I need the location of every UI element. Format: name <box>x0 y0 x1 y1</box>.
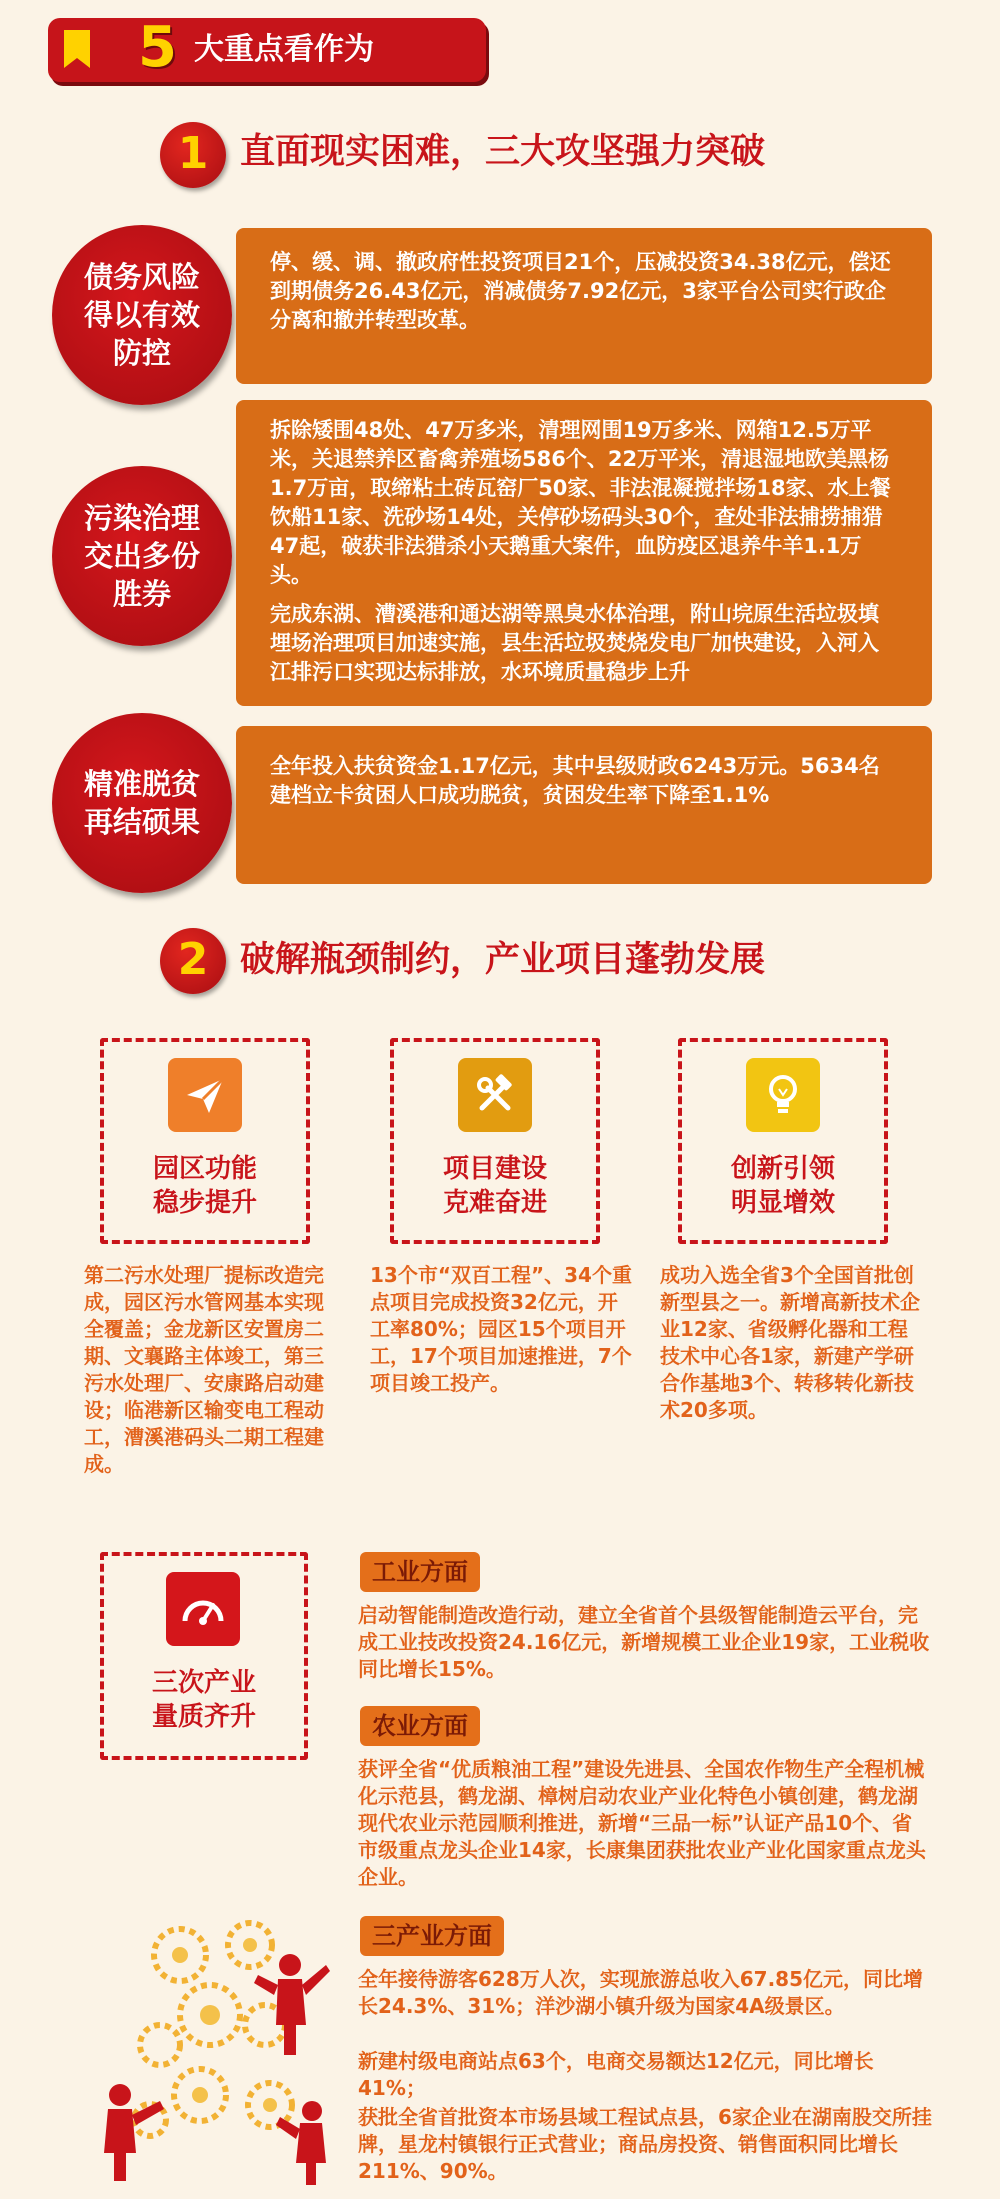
banner-number: 5 <box>138 15 177 80</box>
poverty-text: 全年投入扶贫资金1.17亿元，其中县级财政6243万元。5634名建档立卡贫困人口成功脱贫，贫困发生率下降至1.1% <box>270 754 880 807</box>
poverty-box <box>236 726 932 884</box>
industry-card-title <box>100 1666 308 1734</box>
agriculture-text: 获评全省“优质粮油工程”建设先进县、全国农作物生产全程机械化示范县，鹤龙湖、樟树启动农业产业化特色小镇创建，鹤龙湖现代农业示范园顺利推进，新增“三品一标”认证产品10个、省市级重点龙头企业14家，长康集团获批农业产业化国家重点龙头企业。 <box>358 1757 926 1889</box>
section2-number: 2 <box>160 928 226 994</box>
pollution-circle <box>52 466 232 646</box>
park-card-text: 第二污水处理厂提标改造完成，园区污水管网基本实现全覆盖；金龙新区安置房二期、文襄路主体竣工，第三污水处理厂、安康路启动建设；临港新区输变电工程动工，漕溪港码头二期工程建成。 <box>84 1263 324 1476</box>
banner-title: 大重点看作为 <box>194 32 374 67</box>
project-card-title <box>390 1152 600 1220</box>
pollution-label: 污染治理交出多份胜券 <box>83 501 200 611</box>
innovation-card-title <box>678 1152 888 1220</box>
paper-plane-icon <box>168 1058 242 1132</box>
project-card-text: 13个市“双百工程”、34个重点项目完成投资32亿元，开工率80%；园区15个项目开工，17个项目加速推进，7个项目竣工投产。 <box>370 1263 632 1395</box>
project-card-title-text: 项目建设克难奋进 <box>442 1154 547 1218</box>
poverty-circle <box>52 713 232 893</box>
park-card-title <box>100 1152 310 1220</box>
industry-tag: 工业方面 <box>360 1552 480 1592</box>
park-card-title-text: 园区功能稳步提升 <box>152 1154 257 1218</box>
debt-risk-label: 债务风险得以有效防控 <box>83 260 200 370</box>
speedometer-icon <box>166 1572 240 1646</box>
industry-text: 启动智能制造改造行动，建立全省首个县级智能制造云平台，完成工业技改投资24.16亿元，新增规模工业企业19家，工业税收同比增长15%。 <box>358 1603 930 1681</box>
innovation-card-text: 成功入选全省3个全国首批创新型县之一。新增高新技术企业12家、省级孵化器和工程技术中心各1家，新建产学研合作基地3个、转移转化新技术20多项。 <box>660 1263 920 1422</box>
innovation-card-title-text: 创新引领明显增效 <box>730 1154 835 1218</box>
gears-and-figures-illustration <box>90 1905 350 2185</box>
bookmark-icon <box>62 28 92 70</box>
tertiary-text-3: 获批全省首批资本市场县域工程试点县，6家企业在湖南股交所挂牌，星龙村镇银行正式营业；商品房投资、销售面积同比增长211%、90%。 <box>358 2105 932 2183</box>
pollution-text-2: 完成东湖、漕溪港和通达湖等黑臭水体治理，附山垸原生活垃圾填埋场治理项目加速实施，县生活垃圾焚烧发电厂加快建设，入河入江排污口实现达标排放，水环境质量稳步上升 <box>270 602 879 684</box>
section1-title: 直面现实困难，三大攻坚强力突破 <box>240 132 766 172</box>
poverty-label: 精准脱贫再结硕果 <box>83 767 200 839</box>
hammer-wrench-icon <box>458 1058 532 1132</box>
industry-card-title-text: 三次产业量质齐升 <box>151 1668 256 1732</box>
debt-risk-box <box>236 228 932 384</box>
debt-risk-text: 停、缓、调、撤政府性投资项目21个，压减投资34.38亿元，偿还到期债务26.43亿元，消减债务7.92亿元，3家平台公司实行政企分离和撤并转型改革。 <box>270 250 891 332</box>
agriculture-tag: 农业方面 <box>360 1706 480 1746</box>
lightbulb-icon <box>746 1058 820 1132</box>
tertiary-text-2: 新建村级电商站点63个，电商交易额达12亿元，同比增长41%； <box>358 2049 874 2100</box>
pollution-text-1: 拆除矮围48处、47万多米，清理网围19万多米、网箱12.5万平米，关退禁养区畜禽养殖场586个、22万平米，清退湿地欧美黑杨1.7万亩，取缔粘土砖瓦窑厂50家、非法混凝搅拌场18家、水上餐饮船11家、洗砂场14处，关停砂场码头30个，查处非法捕捞捕猎47起，破获非法猎杀小天鹅重大案件，血防疫区退养牛羊1.1万头。 <box>270 418 891 587</box>
debt-risk-circle <box>52 225 232 405</box>
tertiary-tag: 三产业方面 <box>360 1916 504 1956</box>
section1-number: 1 <box>160 122 226 188</box>
pollution-box <box>236 400 932 706</box>
section2-title: 破解瓶颈制约，产业项目蓬勃发展 <box>240 940 766 980</box>
tertiary-text-1: 全年接待游客628万人次，实现旅游总收入67.85亿元，同比增长24.3%、31%；洋沙湖小镇升级为国家4A级景区。 <box>358 1967 924 2018</box>
